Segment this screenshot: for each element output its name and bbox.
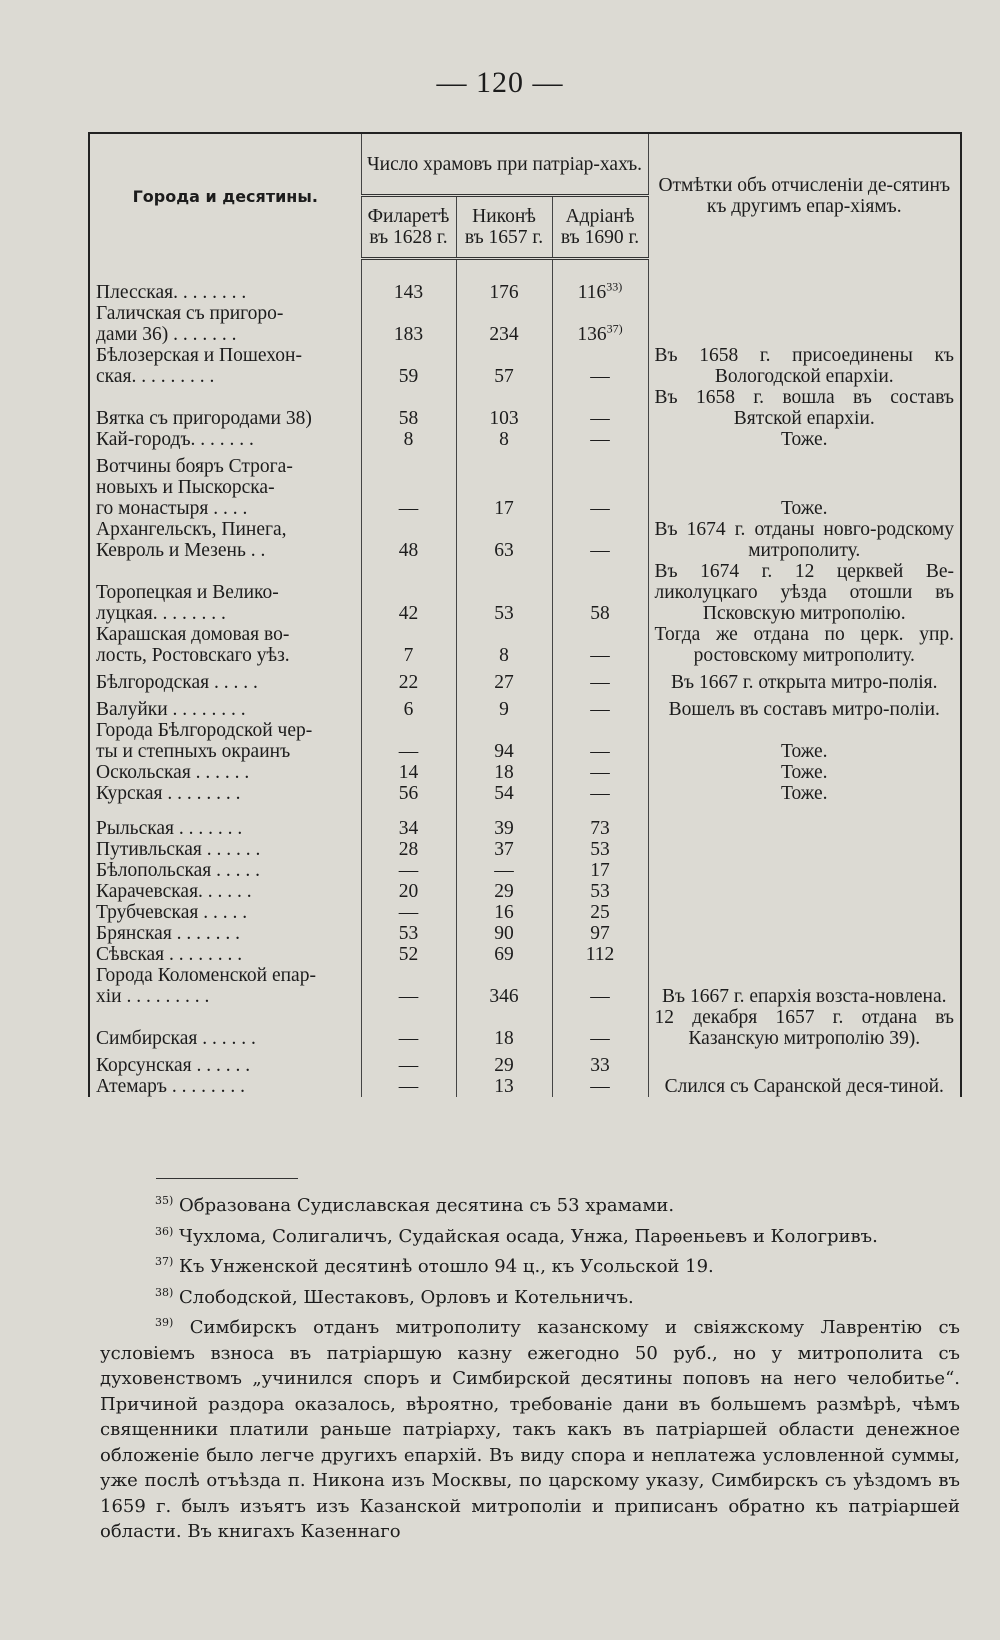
header-church-count: Число храмовъ при патріар-хахъ. bbox=[361, 133, 648, 196]
row-nikon: 17 bbox=[456, 456, 552, 519]
row-name: Плесская. . . . . . . . bbox=[89, 282, 361, 303]
row-adrian: 112 bbox=[552, 944, 648, 965]
row-note: Въ 1667 г. епархія возста-новлена. bbox=[648, 965, 961, 1007]
row-adrian: 58 bbox=[552, 561, 648, 624]
table-row bbox=[89, 1076, 961, 1097]
footnote-mark: 36) bbox=[155, 1224, 174, 1238]
row-adrian: — bbox=[552, 699, 648, 720]
row-filaret: 14 bbox=[361, 762, 456, 783]
row-nikon: 8 bbox=[456, 429, 552, 450]
row-filaret: — bbox=[361, 1076, 456, 1097]
table-row bbox=[89, 699, 961, 720]
row-name: Корсунская . . . . . . bbox=[89, 1055, 361, 1076]
row-nikon: 8 bbox=[456, 624, 552, 666]
table-row bbox=[89, 345, 961, 387]
row-nikon: 13 bbox=[456, 1076, 552, 1097]
row-name: Города Бѣлгородской чер- ты и степныхъ окраинъ bbox=[89, 720, 361, 762]
row-adrian: — bbox=[552, 1007, 648, 1049]
footnote-text: Чухлома, Солигаличъ, Судайская осада, Унжа, Парѳеньевъ и Кологривъ. bbox=[173, 1225, 878, 1247]
row-note: Тогда же отдана по церк. упр. ростовскому митрополиту. bbox=[648, 624, 961, 666]
row-filaret: — bbox=[361, 720, 456, 762]
row-nikon: 90 bbox=[456, 923, 552, 944]
page-number: — 120 — bbox=[436, 66, 564, 99]
row-adrian: — bbox=[552, 1076, 648, 1097]
row-note bbox=[648, 902, 961, 923]
row-note bbox=[648, 303, 961, 345]
footnote bbox=[100, 1280, 960, 1311]
row-nikon: 18 bbox=[456, 762, 552, 783]
row-filaret: 143 bbox=[361, 282, 456, 303]
row-filaret: 56 bbox=[361, 783, 456, 804]
row-filaret: 20 bbox=[361, 881, 456, 902]
row-nikon: 29 bbox=[456, 1055, 552, 1076]
row-nikon: 69 bbox=[456, 944, 552, 965]
table-row bbox=[89, 902, 961, 923]
row-filaret: — bbox=[361, 1007, 456, 1049]
row-name: Рыльская . . . . . . . bbox=[89, 818, 361, 839]
table-row bbox=[89, 1055, 961, 1076]
row-filaret: 28 bbox=[361, 839, 456, 860]
row-nikon: 94 bbox=[456, 720, 552, 762]
row-filaret: 42 bbox=[361, 561, 456, 624]
row-nikon: 39 bbox=[456, 818, 552, 839]
row-name: Оскольская . . . . . . bbox=[89, 762, 361, 783]
row-note: 12 декабря 1657 г. отдана въ Казанскую митрополію 39). bbox=[648, 1007, 961, 1049]
row-note: Тоже. bbox=[648, 783, 961, 804]
row-adrian: 33 bbox=[552, 1055, 648, 1076]
row-note: Въ 1658 г. присоединены къ Вологодской епархіи. bbox=[648, 345, 961, 387]
row-adrian: — bbox=[552, 345, 648, 387]
row-filaret: 183 bbox=[361, 303, 456, 345]
row-note bbox=[648, 923, 961, 944]
row-nikon: 29 bbox=[456, 881, 552, 902]
table-row bbox=[89, 387, 961, 429]
footnote-rule bbox=[156, 1178, 298, 1179]
footnote bbox=[100, 1188, 960, 1219]
header-cities: Города и десятины. bbox=[89, 133, 361, 259]
row-note: Тоже. bbox=[648, 762, 961, 783]
row-note: Въ 1674 г. отданы новго-родскому митрополиту. bbox=[648, 519, 961, 561]
row-adrian: — bbox=[552, 672, 648, 693]
table-row bbox=[89, 923, 961, 944]
table-row bbox=[89, 860, 961, 881]
table-row bbox=[89, 720, 961, 762]
table-row bbox=[89, 429, 961, 450]
row-note bbox=[648, 1055, 961, 1076]
row-name: Кай-городъ. . . . . . . bbox=[89, 429, 361, 450]
footnote-text: Образована Судиславская десятина съ 53 храмами. bbox=[173, 1195, 675, 1216]
table-row bbox=[89, 762, 961, 783]
row-name: Брянская . . . . . . . bbox=[89, 923, 361, 944]
row-note bbox=[648, 818, 961, 839]
table-row bbox=[89, 519, 961, 561]
row-nikon: 57 bbox=[456, 345, 552, 387]
row-filaret: 58 bbox=[361, 387, 456, 429]
row-note: Слился съ Саранской деся-тиной. bbox=[648, 1076, 961, 1097]
footnote bbox=[100, 1249, 960, 1280]
row-name: Атемаръ . . . . . . . . bbox=[89, 1076, 361, 1097]
row-nikon: 103 bbox=[456, 387, 552, 429]
row-note bbox=[648, 839, 961, 860]
row-adrian: 53 bbox=[552, 881, 648, 902]
row-name: Торопецкая и Велико- луцкая. . . . . . . . bbox=[89, 561, 361, 624]
row-name: Вотчины бояръ Строга- новыхъ и Пыскорска- го монастыря . . . . bbox=[89, 456, 361, 519]
row-adrian: — bbox=[552, 720, 648, 762]
table-row bbox=[89, 282, 961, 303]
row-filaret: 34 bbox=[361, 818, 456, 839]
row-adrian: — bbox=[552, 965, 648, 1007]
row-name: Валуйки . . . . . . . . bbox=[89, 699, 361, 720]
row-name: Архангельскъ, Пинега, Кевроль и Мезень . . bbox=[89, 519, 361, 561]
row-adrian: — bbox=[552, 519, 648, 561]
row-name: Карашская домовая во- лость, Ростовскаго уѣз. bbox=[89, 624, 361, 666]
row-adrian: 53 bbox=[552, 839, 648, 860]
row-note bbox=[648, 881, 961, 902]
row-filaret: — bbox=[361, 1055, 456, 1076]
row-name: Трубчевская . . . . . bbox=[89, 902, 361, 923]
row-adrian: 116$^{33)}$ bbox=[552, 282, 648, 303]
table-row bbox=[89, 672, 961, 693]
footnotes bbox=[100, 1188, 960, 1545]
footnote-mark: 38) bbox=[155, 1285, 174, 1299]
row-nikon: — bbox=[456, 860, 552, 881]
row-name: Курская . . . . . . . . bbox=[89, 783, 361, 804]
table-row bbox=[89, 783, 961, 804]
table-row bbox=[89, 303, 961, 345]
row-name: Бѣлозерская и Пошехон- ская. . . . . . . . . bbox=[89, 345, 361, 387]
row-filaret: 59 bbox=[361, 345, 456, 387]
row-adrian: — bbox=[552, 429, 648, 450]
table-row bbox=[89, 561, 961, 624]
row-name: Карачевская. . . . . . bbox=[89, 881, 361, 902]
statistics-table-wrapper bbox=[88, 132, 960, 1097]
table-row bbox=[89, 818, 961, 839]
row-note bbox=[648, 860, 961, 881]
row-nikon: 37 bbox=[456, 839, 552, 860]
row-nikon: 176 bbox=[456, 282, 552, 303]
row-adrian: 136$^{37)}$ bbox=[552, 303, 648, 345]
footnote-mark: 37) bbox=[155, 1255, 174, 1268]
row-filaret: 6 bbox=[361, 699, 456, 720]
row-adrian: — bbox=[552, 762, 648, 783]
churches-table bbox=[88, 132, 962, 1097]
row-name: Бѣлопольская . . . . . bbox=[89, 860, 361, 881]
footnote-text: Къ Унженской десятинѣ отошло 94 ц., къ Усольской 19. bbox=[173, 1256, 714, 1277]
table-row bbox=[89, 624, 961, 666]
row-adrian: — bbox=[552, 783, 648, 804]
header-nikon: Никонѣ въ 1657 г. bbox=[456, 196, 552, 259]
row-name: Путивльская . . . . . . bbox=[89, 839, 361, 860]
footnote-ref: 37) bbox=[606, 321, 623, 336]
row-filaret: — bbox=[361, 456, 456, 519]
row-adrian: 25 bbox=[552, 902, 648, 923]
row-note: Тоже. bbox=[648, 720, 961, 762]
row-note: Въ 1667 г. открыта митро-полія. bbox=[648, 672, 961, 693]
footnote bbox=[100, 1310, 960, 1545]
footnote-text: Слободской, Шестаковъ, Орловъ и Котельничъ. bbox=[173, 1286, 634, 1308]
row-nikon: 18 bbox=[456, 1007, 552, 1049]
row-name: Бѣлгородская . . . . . bbox=[89, 672, 361, 693]
row-adrian: — bbox=[552, 456, 648, 519]
header-notes: Отмѣтки объ отчисленіи де-сятинъ къ другимъ епар-хіямъ. bbox=[648, 133, 961, 259]
row-name: Вятка съ пригородами 38) bbox=[89, 387, 361, 429]
row-adrian: 17 bbox=[552, 860, 648, 881]
row-filaret: — bbox=[361, 860, 456, 881]
row-filaret: 48 bbox=[361, 519, 456, 561]
table-row bbox=[89, 881, 961, 902]
footnote-ref: 33) bbox=[606, 279, 623, 294]
row-note bbox=[648, 944, 961, 965]
row-filaret: 53 bbox=[361, 923, 456, 944]
row-nikon: 16 bbox=[456, 902, 552, 923]
header-filaret: Филаретѣ въ 1628 г. bbox=[361, 196, 456, 259]
table-row bbox=[89, 1007, 961, 1049]
header-adrian: Адріанѣ въ 1690 г. bbox=[552, 196, 648, 259]
row-note: Въ 1658 г. вошла въ составъ Вятской епархіи. bbox=[648, 387, 961, 429]
footnote-mark: 35) bbox=[155, 1194, 174, 1207]
row-nikon: 346 bbox=[456, 965, 552, 1007]
table-row bbox=[89, 944, 961, 965]
row-filaret: 8 bbox=[361, 429, 456, 450]
row-note: Тоже. bbox=[648, 456, 961, 519]
table-body bbox=[89, 259, 961, 1098]
row-name: Сѣвская . . . . . . . . bbox=[89, 944, 361, 965]
row-adrian: — bbox=[552, 624, 648, 666]
footnote bbox=[100, 1219, 960, 1250]
table-row bbox=[89, 839, 961, 860]
row-filaret: 7 bbox=[361, 624, 456, 666]
row-filaret: 22 bbox=[361, 672, 456, 693]
row-adrian: 97 bbox=[552, 923, 648, 944]
row-note: Вошелъ въ составъ митро-поліи. bbox=[648, 699, 961, 720]
row-name: Галичская съ пригоро- дами 36) . . . . . . . bbox=[89, 303, 361, 345]
row-note: Въ 1674 г. 12 церквей Ве-ликолуцкаго уѣзда отошли въ Псковскую митрополію. bbox=[648, 561, 961, 624]
row-filaret: — bbox=[361, 902, 456, 923]
row-nikon: 234 bbox=[456, 303, 552, 345]
row-note: Тоже. bbox=[648, 429, 961, 450]
row-nikon: 53 bbox=[456, 561, 552, 624]
row-name: Симбирская . . . . . . bbox=[89, 1007, 361, 1049]
row-filaret: 52 bbox=[361, 944, 456, 965]
row-nikon: 27 bbox=[456, 672, 552, 693]
row-adrian: — bbox=[552, 387, 648, 429]
row-nikon: 54 bbox=[456, 783, 552, 804]
table-row bbox=[89, 456, 961, 519]
row-nikon: 9 bbox=[456, 699, 552, 720]
footnote-mark: 39) bbox=[155, 1316, 174, 1329]
row-name: Города Коломенской епар- хіи . . . . . . . . . bbox=[89, 965, 361, 1007]
row-nikon: 63 bbox=[456, 519, 552, 561]
footnote-text: Симбирскъ отданъ митрополиту казанскому и свіяжскому Лаврентію съ условіемъ взноса въ патріаршую казну ежегодно 50 руб., но у митрополита съ духовенствомъ „учинился споръ и Симбирской десятины поповъ на него челобитье“. Причиной раздора оказалось, вѣроятно, требованіе дани въ большемъ размѣрѣ, чѣмъ священники платили раньше патріарху, такъ какъ въ патріаршей области денежное обложеніе было легче другихъ епархій. Въ виду спора и неплатежа условленной суммы, уже послѣ отъѣзда п. Никона изъ Москвы, по царскому указу, Симбирскъ съ уѣздомъ въ 1659 г. былъ изъятъ изъ Казанской митрополіи и приписанъ обратно къ патріаршей области. Въ книгахъ Казеннаго bbox=[100, 1317, 960, 1542]
row-adrian: 73 bbox=[552, 818, 648, 839]
row-note bbox=[648, 282, 961, 303]
row-filaret: — bbox=[361, 965, 456, 1007]
table-row bbox=[89, 965, 961, 1007]
